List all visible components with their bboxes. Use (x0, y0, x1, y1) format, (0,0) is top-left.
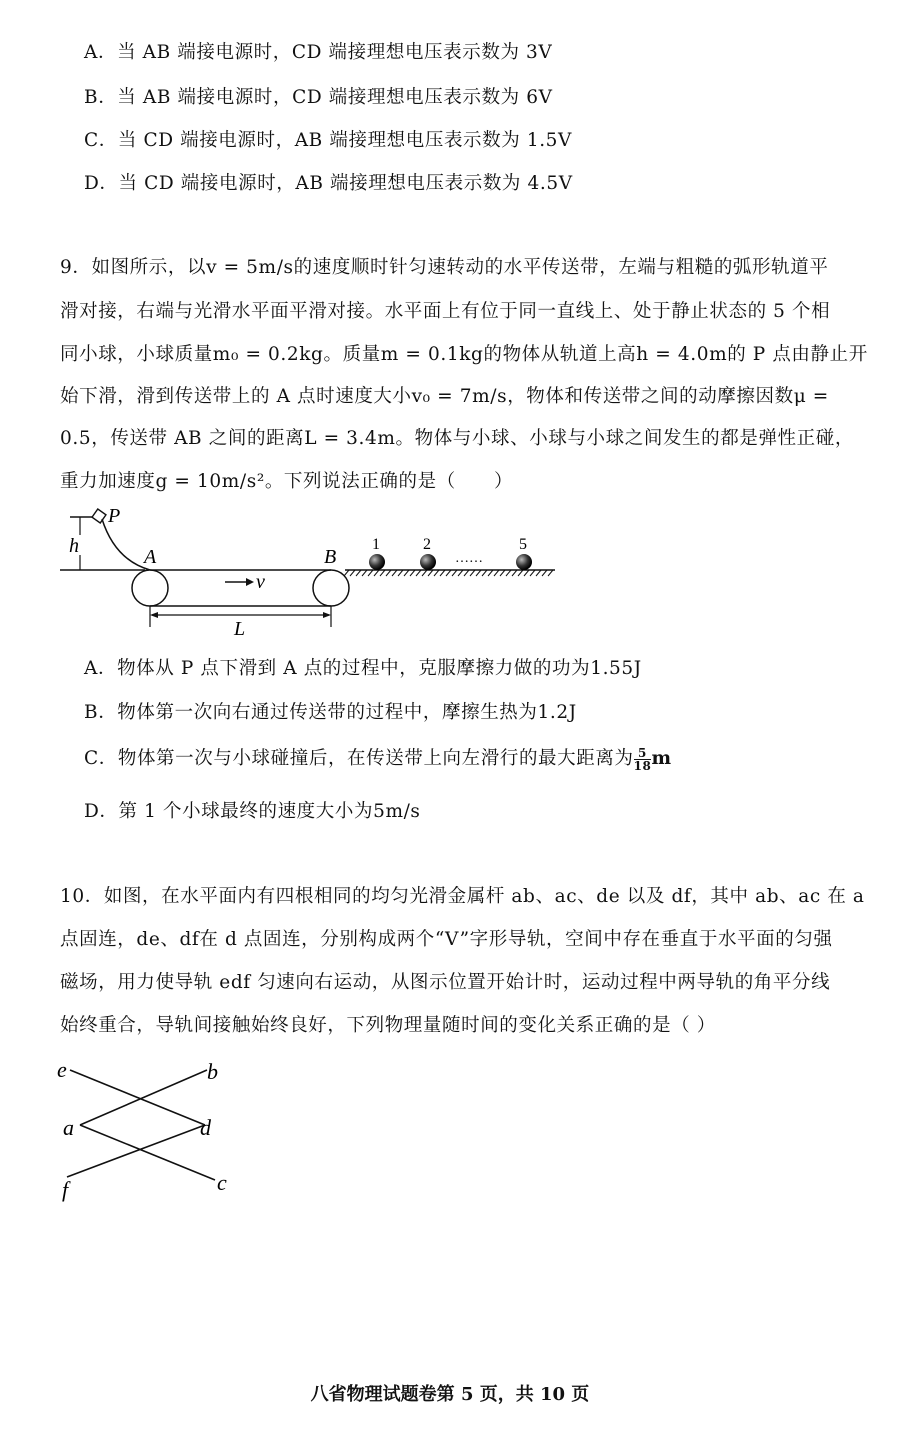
label-a2: a (63, 1115, 74, 1140)
q8-option-b: B．当 AB 端接电源时，CD 端接理想电压表示数为 6V (84, 87, 553, 108)
label-h: h (69, 535, 79, 557)
q9-stem-line-2: 滑对接，右端与光滑水平面平滑对接。水平面上有位于同一直线上、处于静止状态的 5 个相 (60, 301, 831, 322)
label-f: f (62, 1177, 69, 1202)
q9-option-c: C．物体第一次与小球碰撞后，在传送带上向左滑行的最大距离为 $\frac{5}{18}$ m (84, 745, 672, 773)
label-a: A (144, 546, 157, 568)
q10-stem-line-4: 始终重合，导轨间接触始终良好，下列物理量随时间的变化关系正确的是（ ） (60, 1015, 716, 1036)
q9-stem-line-1: 9．如图所示，以v = 5m/s的速度顺时针匀速转动的水平传送带，左端与粗糙的弧形轨道平 (60, 257, 829, 278)
rail-ab (80, 1070, 207, 1125)
label-v: v (256, 571, 265, 593)
page-footer: 八省物理试题卷第 5 页，共 10 页 (310, 1384, 590, 1405)
q9-conveyor-figure (60, 505, 570, 640)
rail-df (67, 1125, 205, 1177)
q9-stem-line-5: 0.5，传送带 AB 之间的距离L = 3.4m。物体与小球、小球与小球之间发生的都是弹性正碰， (60, 428, 854, 449)
rail-de (70, 1070, 205, 1125)
label-e: e (57, 1057, 67, 1082)
label-c: c (217, 1170, 227, 1195)
label-b: B (324, 546, 337, 568)
q8-option-d: D．当 CD 端接电源时，AB 端接理想电压表示数为 4.5V (84, 173, 573, 194)
fraction: $\frac{5}{18}$ (633, 745, 652, 773)
rail-ac (80, 1125, 215, 1180)
q9-option-b: B．物体第一次向右通过传送带的过程中，摩擦生热为1.2J (84, 702, 577, 723)
ellipsis: …… (455, 551, 483, 566)
ground-hatch (344, 570, 553, 576)
q10-v-rails-figure (55, 1055, 255, 1205)
q9-option-d: D．第 1 个小球最终的速度大小为5m/s (84, 801, 421, 822)
q9-stem-line-6: 重力加速度g = 10m/s²。下列说法正确的是（ ） (60, 471, 514, 492)
left-pulley (132, 570, 168, 606)
q8-option-c: C．当 CD 端接电源时，AB 端接理想电压表示数为 1.5V (84, 130, 573, 151)
q10-stem-line-1: 10．如图，在水平面内有四根相同的均匀光滑金属杆 ab、ac、de 以及 df，其中 ab、ac 在 a (60, 886, 865, 907)
label-p: P (108, 505, 121, 527)
label-d: d (200, 1115, 211, 1140)
q10-stem-line-3: 磁场，用力使导轨 edf 匀速向右运动，从图示位置开始计时，运动过程中两导轨的角平分线 (60, 972, 831, 993)
q9-stem-line-4: 始下滑，滑到传送带上的 A 点时速度大小v₀ = 7m/s，物体和传送带之间的动摩擦因数μ = (60, 386, 829, 407)
q9-stem-line-3: 同小球，小球质量m₀ = 0.2kg。质量m = 0.1kg的物体从轨道上高h = 4.0m的 P 点由静止开 (60, 344, 868, 365)
ball-5-label: 5 (519, 536, 527, 553)
block-p (92, 509, 106, 523)
ball-2 (420, 554, 436, 570)
ball-2-label: 2 (423, 536, 431, 553)
label-b2: b (207, 1059, 218, 1084)
right-pulley (313, 570, 349, 606)
ball-1 (369, 554, 385, 570)
ball-5 (516, 554, 532, 570)
label-l: L (234, 618, 246, 640)
q10-stem-line-2: 点固连，de、df在 d 点固连，分别构成两个“V”字形导轨，空间中存在垂直于水平面的匀强 (60, 929, 833, 950)
ball-1-label: 1 (372, 536, 380, 553)
q8-option-a: A．当 AB 端接电源时，CD 端接理想电压表示数为 3V (84, 42, 553, 63)
q9-option-a: A．物体从 P 点下滑到 A 点的过程中，克服摩擦力做的功为1.55J (84, 658, 642, 679)
